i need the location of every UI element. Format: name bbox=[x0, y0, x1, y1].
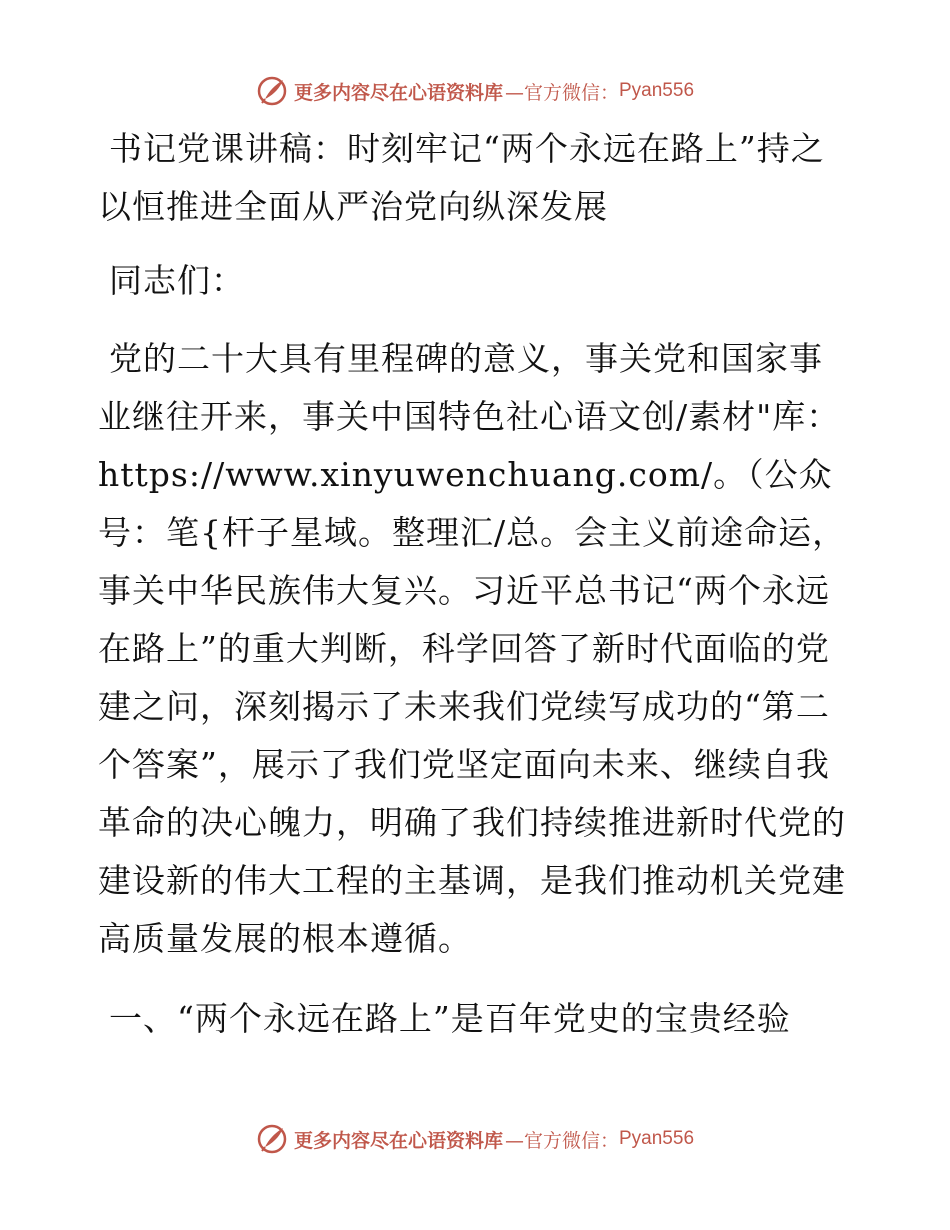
footer-banner bbox=[0, 1117, 950, 1161]
feather-logo-icon bbox=[256, 1123, 288, 1155]
header-brand-text: 更多内容尽在心语资料库 bbox=[293, 81, 503, 104]
document-body bbox=[98, 120, 850, 1048]
document-title: 书记党课讲稿：时刻牢记“两个永远在路上”持之以恒推进全面从严治党向纵深发展 bbox=[98, 129, 825, 226]
feather-logo-icon bbox=[256, 75, 288, 107]
footer-official-label: —官方微信： bbox=[504, 1129, 619, 1152]
header-banner bbox=[0, 69, 950, 113]
paragraph-1: 党的二十大具有里程碑的意义，事关党和国家事业继往开来，事关中国特色社心语文创/素材"库：https://www.xinyuwenchuang.com/。（公众号：笔{杆子星域。整理汇/总。会主义前途命运，事关中华民族伟大复兴。习近平总书记“两个永远在路上”的重大判断，科学回答了新时代面临的党建之问，深刻揭示了未来我们党续写成功的“第二个答案”，展示了我们党坚定面向未来、继续自我革命的决心魄力，明确了我们持续推进新时代党的建设新的伟大工程的主基调，是我们推动机关党建高质量发展的根本遵循。 bbox=[98, 339, 847, 958]
section-heading-1: 一、“两个永远在路上”是百年党史的宝贵经验 bbox=[109, 999, 791, 1038]
salutation: 同志们： bbox=[109, 261, 245, 300]
footer-brand-text: 更多内容尽在心语资料库 bbox=[293, 1129, 503, 1152]
header-official-label: —官方微信： bbox=[504, 81, 619, 104]
header-wechat-id: Pyan556 bbox=[619, 80, 695, 101]
footer-wechat-id: Pyan556 bbox=[619, 1128, 695, 1149]
